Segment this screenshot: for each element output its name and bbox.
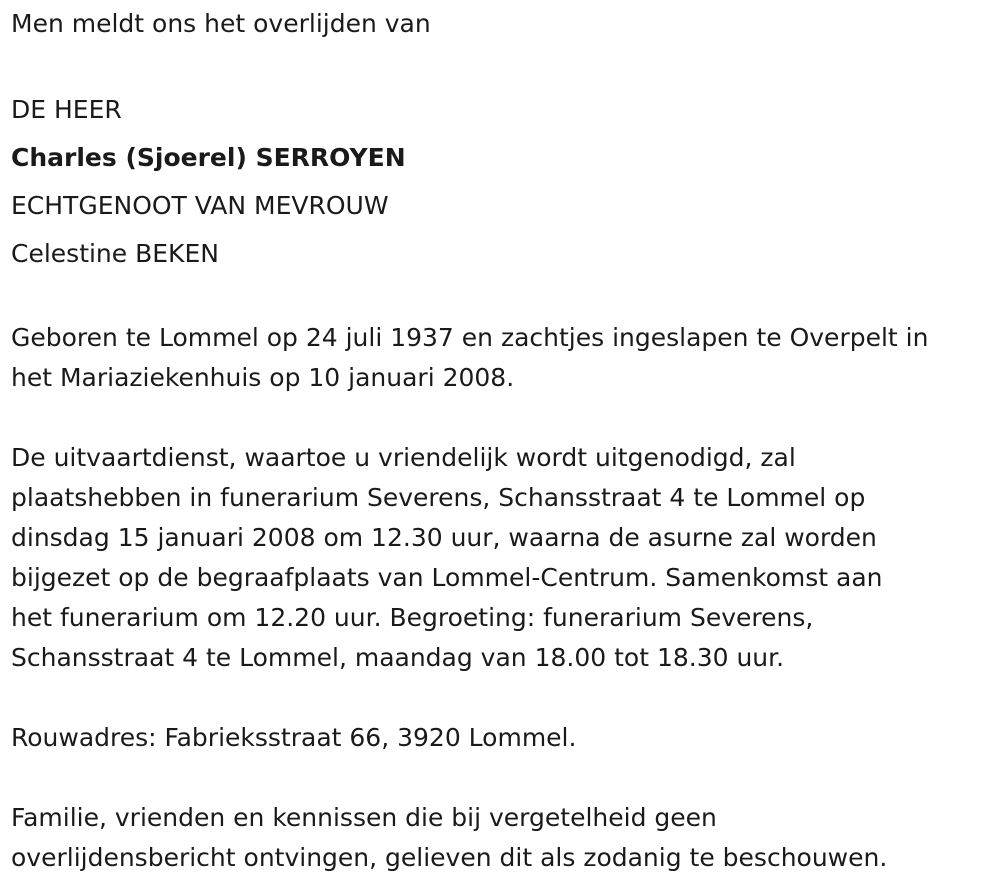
paragraph-line: De uitvaartdienst, waartoe u vriendelijk wordt uitgenodigd, zal	[11, 443, 796, 472]
paragraph-line: bijgezet op de begraafplaats van Lommel-Centrum. Samenkomst aan	[11, 563, 883, 592]
closing-paragraph	[11, 798, 996, 878]
paragraph-line: het funerarium om 12.20 uur. Begroeting: funerarium Severens,	[11, 603, 814, 632]
deceased-name: Charles (Sjoerel) SERROYEN	[11, 143, 406, 172]
paragraph-line: Familie, vrienden en kennissen die bij vergetelheid geen	[11, 803, 717, 832]
birth-paragraph	[11, 318, 996, 398]
spouse-name: Celestine BEKEN	[11, 239, 219, 268]
paragraph-line: plaatshebben in funerarium Severens, Schansstraat 4 te Lommel op	[11, 483, 866, 512]
paragraph-line: overlijdensbericht ontvingen, gelieven dit als zodanig te beschouwen.	[11, 843, 888, 872]
paragraph-line: Geboren te Lommel op 24 juli 1937 en zachtjes ingeslapen te Overpelt in	[11, 323, 929, 352]
funeral-paragraph	[11, 438, 996, 678]
spouse-label: ECHTGENOOT VAN MEVROUW	[11, 191, 389, 220]
intro-text: Men meldt ons het overlijden van	[11, 9, 431, 38]
mourning-address: Rouwadres: Fabrieksstraat 66, 3920 Lommel.	[11, 723, 577, 752]
paragraph-line: het Mariaziekenhuis op 10 januari 2008.	[11, 363, 515, 392]
death-notice	[11, 0, 996, 878]
paragraph-line: dinsdag 15 januari 2008 om 12.30 uur, waarna de asurne zal worden	[11, 523, 877, 552]
paragraph-line: Schansstraat 4 te Lommel, maandag van 18.00 tot 18.30 uur.	[11, 643, 785, 672]
title-prefix: DE HEER	[11, 95, 122, 124]
